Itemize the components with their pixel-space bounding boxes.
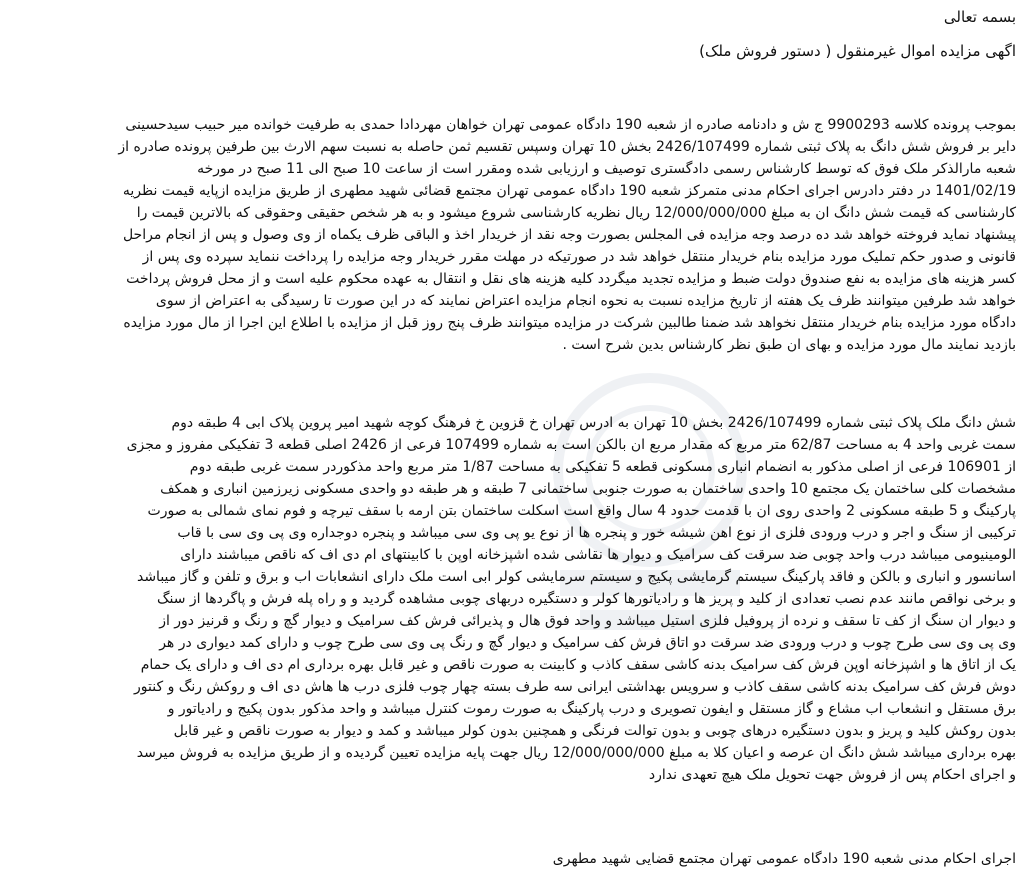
paragraph-line: اسانسور و انباری و بالکن و فاقد پارکینگ سیستم گرمایشی پکیج و سیستم سرمایشی کولر ابی است ملک دارای انشعابات اب و برق و تلفن و گاز میباشد	[136, 569, 1016, 585]
paragraph-line: شعبه مارالذکر ملک فوق که توسط کارشناس رسمی دادگستری توصیف و ارزیابی شده ومقرر است از ساعت 10 صبح الی 11 صبح در مورخه	[197, 161, 1016, 177]
paragraph-line: کارشناسی که قیمت شش دانگ ان به مبلغ 12/000/000/000 ریال نظریه کارشناسی شروع میشود و به هر شخص حقیقی وحقوقی که بالاترین قیمت را	[136, 205, 1016, 221]
issuer-signature: اجرای احکام مدنی شعبه 190 دادگاه عمومی تهران مجتمع قضایی شهید مطهری	[552, 851, 1016, 867]
paragraph-line: و دیوار ان سنگ از کف تا سقف و نرده از پروفیل فلزی استیل میباشد و واحد فوق هال و پذیرائی فرش کف سرامیک و دیوار گچ و رنگ و قرنیز دور از	[159, 613, 1016, 629]
paragraph-line: برق مستقل و انشعاب اب مشاع و گاز مستقل و ایفون تصویری و درب پارکینگ به صورت رموت کنترل میباشد و واحد مذکور بدون پکیج و رادیاتور و	[167, 701, 1016, 717]
paragraph-line: قانونی و صدور حکم تملیک مورد مزایده بنام خریدار منتقل خواهد شد در صورتیکه در مهلت مقرر خریدار وجه مزایده را پرداخت ننماید سپرده وی پس از	[142, 249, 1016, 265]
paragraph-line: بموجب پرونده کلاسه 9900293 ج ش و دادنامه صادره از شعبه 190 دادگاه عمومی تهران خواهان مهردادا حمدی به طرفیت خوانده میر حبیب سیدحسینی	[125, 117, 1016, 133]
paragraph-line: شش دانگ ملک پلاک ثبتی شماره 2426/107499 بخش 10 تهران به ادرس تهران خ قزوین خ فرهنگ کوچه شهید امیر پروین پلاک ابی 4 طبقه دوم	[171, 415, 1016, 431]
paragraph-line: دادگاه مورد مزایده بنام خریدار منتقل نخواهد شد ضمنا طالبین شرکت در مزایده میتوانند ظرف پنج روز قبل از مزایده با اطلاع این اجرا از مال مورد مزایده	[123, 315, 1016, 331]
paragraph-line: سمت غربی واحد 4 به مساحت 62/87 متر مربع که مقدار مربع ان بالکن است به شماره 107499 فرعی از 2426 اصلی قطعه 3 تفکیکی مفروز و مجزی	[126, 437, 1016, 453]
paragraph-line: کسر هزینه های مزایده به نفع صندوق دولت ضبط و مزایده تجدید میگردد کلیه هزینه های نقل و انتقال به عهده محکوم علیه است و از محل فروش پرداخت	[126, 271, 1016, 287]
paragraph-line: بدون روکش کلید و پریز و بدون دستگیره درهای چوبی و بدون توالت فرنگی و همچنین بدون کولر میباشد و کمد و دیوار به صورت ناقص و غیر قابل	[173, 723, 1016, 739]
paragraph-line: و برخی نواقص مانند عدم نصب تعدادی از کلید و پریز ها و رادیاتورها کولر و دستگیره دربهای چوبی مشاهده گردید و و راه پله فرش و پاگردها از سنگ	[156, 591, 1016, 607]
paragraph-line: بهره برداری میباشد شش دانگ ان عرصه و اعیان کلا به مبلغ 12/000/000/000 ریال جهت پایه مزایده تعیین گردیده و از طریق مزایده به فروش میرسد	[136, 745, 1016, 761]
paragraph-line: یک از اتاق ها و اشپزخانه اوپن فرش کف سرامیک بدنه کاشی سقف کاذب و کابینت به صورت ناقص و غیر قابل بهره برداری ام دی اف و دارای یک حمام	[140, 657, 1016, 673]
paragraph-line: دوش فرش کف سرامیک بدنه کاشی سقف کاذب و سرویس بهداشتی ایرانی سه طرف بسته چهار چوب فلزی درب ها هاش دی اف و روکش رنگ و کنتور	[134, 679, 1016, 695]
paragraph-line: از 106901 فرعی از اصلی مذکور به انضمام انباری مسکونی قطعه 5 تفکیکی به مساحت 1/87 متر مربع واحد مذکوردر سمت غربی طبقه دوم	[189, 459, 1016, 475]
paragraph-line: مشخصات کلی ساختمان یک مجتمع 10 واحدی ساختمان به صورت جنوبی ساختمانی 7 طبقه و هر طبقه دو واحدی مسکونی زیرزمین انباری و همکف	[160, 481, 1016, 497]
paragraph-line: دایر بر فروش شش دانگ به پلاک ثبتی شماره 2426/107499 بخش 10 تهران وسپس تقسیم ثمن حاصله به نسبت سهم الارث بین طرفین پرونده صادره از	[118, 139, 1016, 155]
paragraph-line: وی پی وی سی طرح چوب و درب ورودی ضد سرقت دو اتاق فرش کف سرامیک و دیوار گچ و رنگ پی وی سی طرح چوب و دارای کمد دیواری در هر	[159, 635, 1016, 651]
paragraph-line: بازدید نمایند مال مورد مزایده و بهای ان طبق نظر کارشناس بدین شرح است .	[562, 337, 1016, 353]
paragraph-line: ترکیبی از سنگ و اجر و درب ورودی فلزی از نوع اهن شیشه خور و پنجره ها از نوع یو پی وی سی میباشد و پنجره دوجداره وی پی وی سی با قاب	[177, 525, 1016, 541]
paragraph-line: پیشنهاد نماید فروخته خواهد شد ده درصد وجه مزایده فی المجلس بصورت وجه نقد از خریدار اخذ و الباقی ظرف یکماه از وی وصول و پس از انجام مراحل	[122, 227, 1016, 243]
notice-title: اگهی مزایده اموال غیرمنقول ( دستور فروش ملک)	[699, 42, 1016, 60]
paragraph-line: پارکینگ و 5 طبقه مسکونی 2 واحدی روی ان با قدمت حدود 4 سال واقع است اسکلت ساختمان بتن ارمه با سقف تیرچه و فوم نمای شمالی به صورت	[147, 503, 1016, 519]
bismillah-heading: بسمه تعالی	[943, 8, 1016, 26]
paragraph-line: خواهد شد طرفین میتوانند ظرف یک هفته از تاریخ مزایده نسبت به نحوه انجام مزایده اعتراض نمایند که در این صورت تا رسیدگی به اعتراض از سوی	[155, 293, 1016, 309]
paragraph-line: 1401/02/19 در دفتر دادرس اجرای احکام مدنی متمرکز شعبه 190 دادگاه عمومی تهران مجتمع قضائی شهید مطهری از طریق مزایده ازپایه قیمت نظریه	[122, 183, 1016, 199]
paragraph-line: و اجرای احکام پس از فروش جهت تحویل ملک هیچ تعهدی ندارد	[648, 767, 1016, 783]
paragraph-line: الومینیومی میباشد درب واحد چوبی ضد سرقت کف سرامیک و دیوار ها نقاشی شده اشپزخانه اوپن با کابینتهای ام دی اف که ناقص میباشند دارای	[180, 547, 1016, 563]
